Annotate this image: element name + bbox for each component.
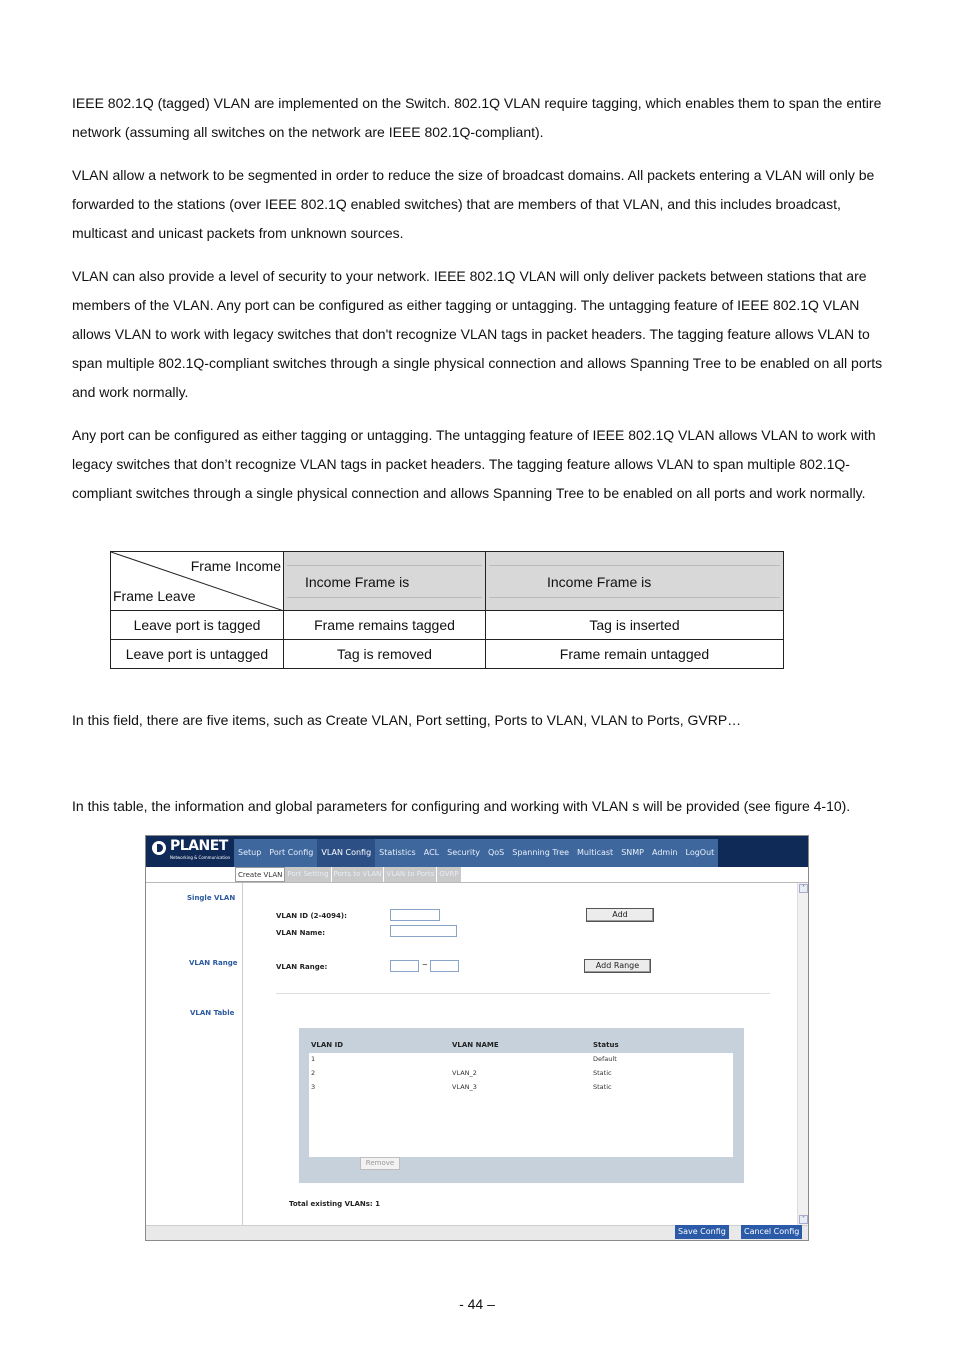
paragraph-five-items: In this field, there are five items, such as Create VLAN, Port setting, Ports to VLAN, VLAN to Ports, GVRP… xyxy=(72,712,742,728)
col-status: Status xyxy=(593,1041,619,1049)
tab-ports-to-vlan[interactable]: Ports to VLAN xyxy=(332,867,385,882)
menu-logout[interactable]: LogOut xyxy=(685,848,715,857)
vlan-table-panel xyxy=(299,1028,744,1183)
menu-multicast[interactable]: Multicast xyxy=(577,848,614,857)
col-vlan-id: VLAN ID xyxy=(311,1041,344,1049)
vertical-scrollbar[interactable] xyxy=(797,883,808,1225)
table-cell: Leave port is untagged xyxy=(111,640,284,669)
divider xyxy=(276,993,770,994)
section-vlan-range: VLAN Range xyxy=(189,959,238,967)
table-cell: Tag is inserted xyxy=(486,611,784,640)
main-menu xyxy=(234,839,718,867)
list-item[interactable]: Static xyxy=(593,1083,612,1091)
tab-port-setting[interactable]: Port Setting xyxy=(285,867,331,882)
vlan-name-input[interactable] xyxy=(390,925,457,937)
vlan-id-label: VLAN ID (2-4094): xyxy=(276,912,347,920)
list-item[interactable]: Default xyxy=(593,1055,617,1063)
list-item[interactable]: 1 xyxy=(311,1055,316,1063)
table-cell: Leave port is tagged xyxy=(111,611,284,640)
header-col2-label: Income Frame is xyxy=(489,565,780,598)
logo-tagline: Networking & Communication xyxy=(170,855,231,860)
menu-security[interactable]: Security xyxy=(447,848,480,857)
header-col1-label: Income Frame is xyxy=(287,565,482,598)
cancel-config-button[interactable]: Cancel Config xyxy=(741,1225,802,1239)
paragraph-table-info: In this table, the information and global parameters for configuring and working with VLAN s will be provided (see figure 4-10). xyxy=(72,798,851,814)
menu-setup[interactable]: Setup xyxy=(238,848,262,857)
section-vlan-table: VLAN Table xyxy=(190,1009,235,1017)
save-config-button[interactable]: Save Config xyxy=(675,1225,729,1239)
table-cell: Tag is removed xyxy=(284,640,486,669)
menu-snmp[interactable]: SNMP xyxy=(621,848,644,857)
sub-tabs xyxy=(235,867,462,882)
remove-button[interactable]: Remove xyxy=(360,1157,400,1170)
list-item[interactable]: VLAN_3 xyxy=(452,1083,477,1091)
vlan-name-label: VLAN Name: xyxy=(276,929,326,937)
table-row xyxy=(111,611,784,640)
range-separator: ~ xyxy=(422,961,428,969)
vlan-range-end-input[interactable] xyxy=(430,960,459,972)
vlan-range-start-input[interactable] xyxy=(390,960,419,972)
paragraph-tagging: Any port can be configured as either tagging or untagging. The untagging feature of IEEE 802.1Q VLAN allows VLAN to work with legacy switches that don’t recognize VLAN tags in packet headers. The tagging feature allows VLAN to span multiple 802.1Q-compliant switches through a single physical connection and allows Spanning Tree to be enabled on all ports and work normally. xyxy=(72,427,876,501)
paragraph-vlan-security: VLAN can also provide a level of security to your network. IEEE 802.1Q VLAN will only deliver packets between stations that are members of the VLAN. Any port can be configured as either tagging or untagging. The untagging feature of IEEE 802.1Q VLAN allows VLAN to work with legacy switches that don't recognize VLAN tags in packet headers. The tagging feature allows VLAN to span multiple 802.1Q-compliant switches through a single physical connection and allows Spanning Tree to be enabled on all ports and work normally. xyxy=(72,268,883,400)
menu-admin[interactable]: Admin xyxy=(652,848,678,857)
menu-acl[interactable]: ACL xyxy=(423,848,440,857)
header-income-tagged xyxy=(284,552,486,611)
planet-logo xyxy=(150,838,234,865)
table-cell: Frame remain untagged xyxy=(486,640,784,669)
create-vlan-screenshot xyxy=(145,835,809,1241)
frame-tagging-table xyxy=(110,551,784,669)
total-vlans: Total existing VLANs: 1 xyxy=(289,1200,380,1208)
vlan-range-label: VLAN Range: xyxy=(276,963,328,971)
scroll-down-icon[interactable]: ˅ xyxy=(799,1215,808,1224)
vlan-list[interactable] xyxy=(309,1053,733,1157)
menu-qos[interactable]: QoS xyxy=(487,848,505,857)
section-single-vlan: Single VLAN xyxy=(187,894,236,902)
tab-create-vlan[interactable]: Create VLAN xyxy=(235,867,285,882)
tab-vlan-to-ports[interactable]: VLAN to Ports xyxy=(384,867,437,882)
logo-name: PLANET xyxy=(170,838,228,854)
menu-port-config[interactable]: Port Config xyxy=(269,848,314,857)
paragraph-8021q-intro: IEEE 802.1Q (tagged) VLAN are implemented on the Switch. 802.1Q VLAN require tagging, which enables them to span the entire network (assuming all switches on the network are IEEE 802.1Q-compliant). xyxy=(72,95,882,140)
vlan-id-input[interactable] xyxy=(390,909,440,921)
list-item[interactable]: VLAN_2 xyxy=(452,1069,477,1077)
table-row xyxy=(111,640,784,669)
list-item[interactable]: Static xyxy=(593,1069,612,1077)
add-range-button[interactable]: Add Range xyxy=(584,959,651,973)
scroll-up-icon[interactable]: ˄ xyxy=(799,884,808,893)
section-sidebar xyxy=(146,883,243,1225)
top-navigation-bar xyxy=(146,836,808,867)
header-income-untagged xyxy=(486,552,784,611)
planet-logo-icon xyxy=(152,841,166,855)
list-item[interactable]: 3 xyxy=(311,1083,316,1091)
corner-top-label: Frame Income xyxy=(190,558,281,574)
menu-statistics[interactable]: Statistics xyxy=(379,848,416,857)
page-number: - 44 – xyxy=(459,1296,495,1312)
add-button[interactable]: Add xyxy=(586,908,654,922)
menu-vlan-config[interactable]: VLAN Config xyxy=(317,839,375,867)
table-corner-cell xyxy=(111,552,284,611)
menu-spanning-tree[interactable]: Spanning Tree xyxy=(512,848,570,857)
tab-gvrp[interactable]: GVRP xyxy=(437,867,461,882)
list-item[interactable]: 2 xyxy=(311,1069,316,1077)
table-cell: Frame remains tagged xyxy=(284,611,486,640)
corner-bottom-label: Frame Leave xyxy=(113,588,196,604)
paragraph-vlan-segmentation: VLAN allow a network to be segmented in order to reduce the size of broadcast domains. All packets entering a VLAN will only be forwarded to the stations (over IEEE 802.1Q enabled switches) that are members of that VLAN, and this includes broadcast, multicast and unicast packets from unknown sources. xyxy=(72,167,875,241)
col-vlan-name: VLAN NAME xyxy=(452,1041,499,1049)
